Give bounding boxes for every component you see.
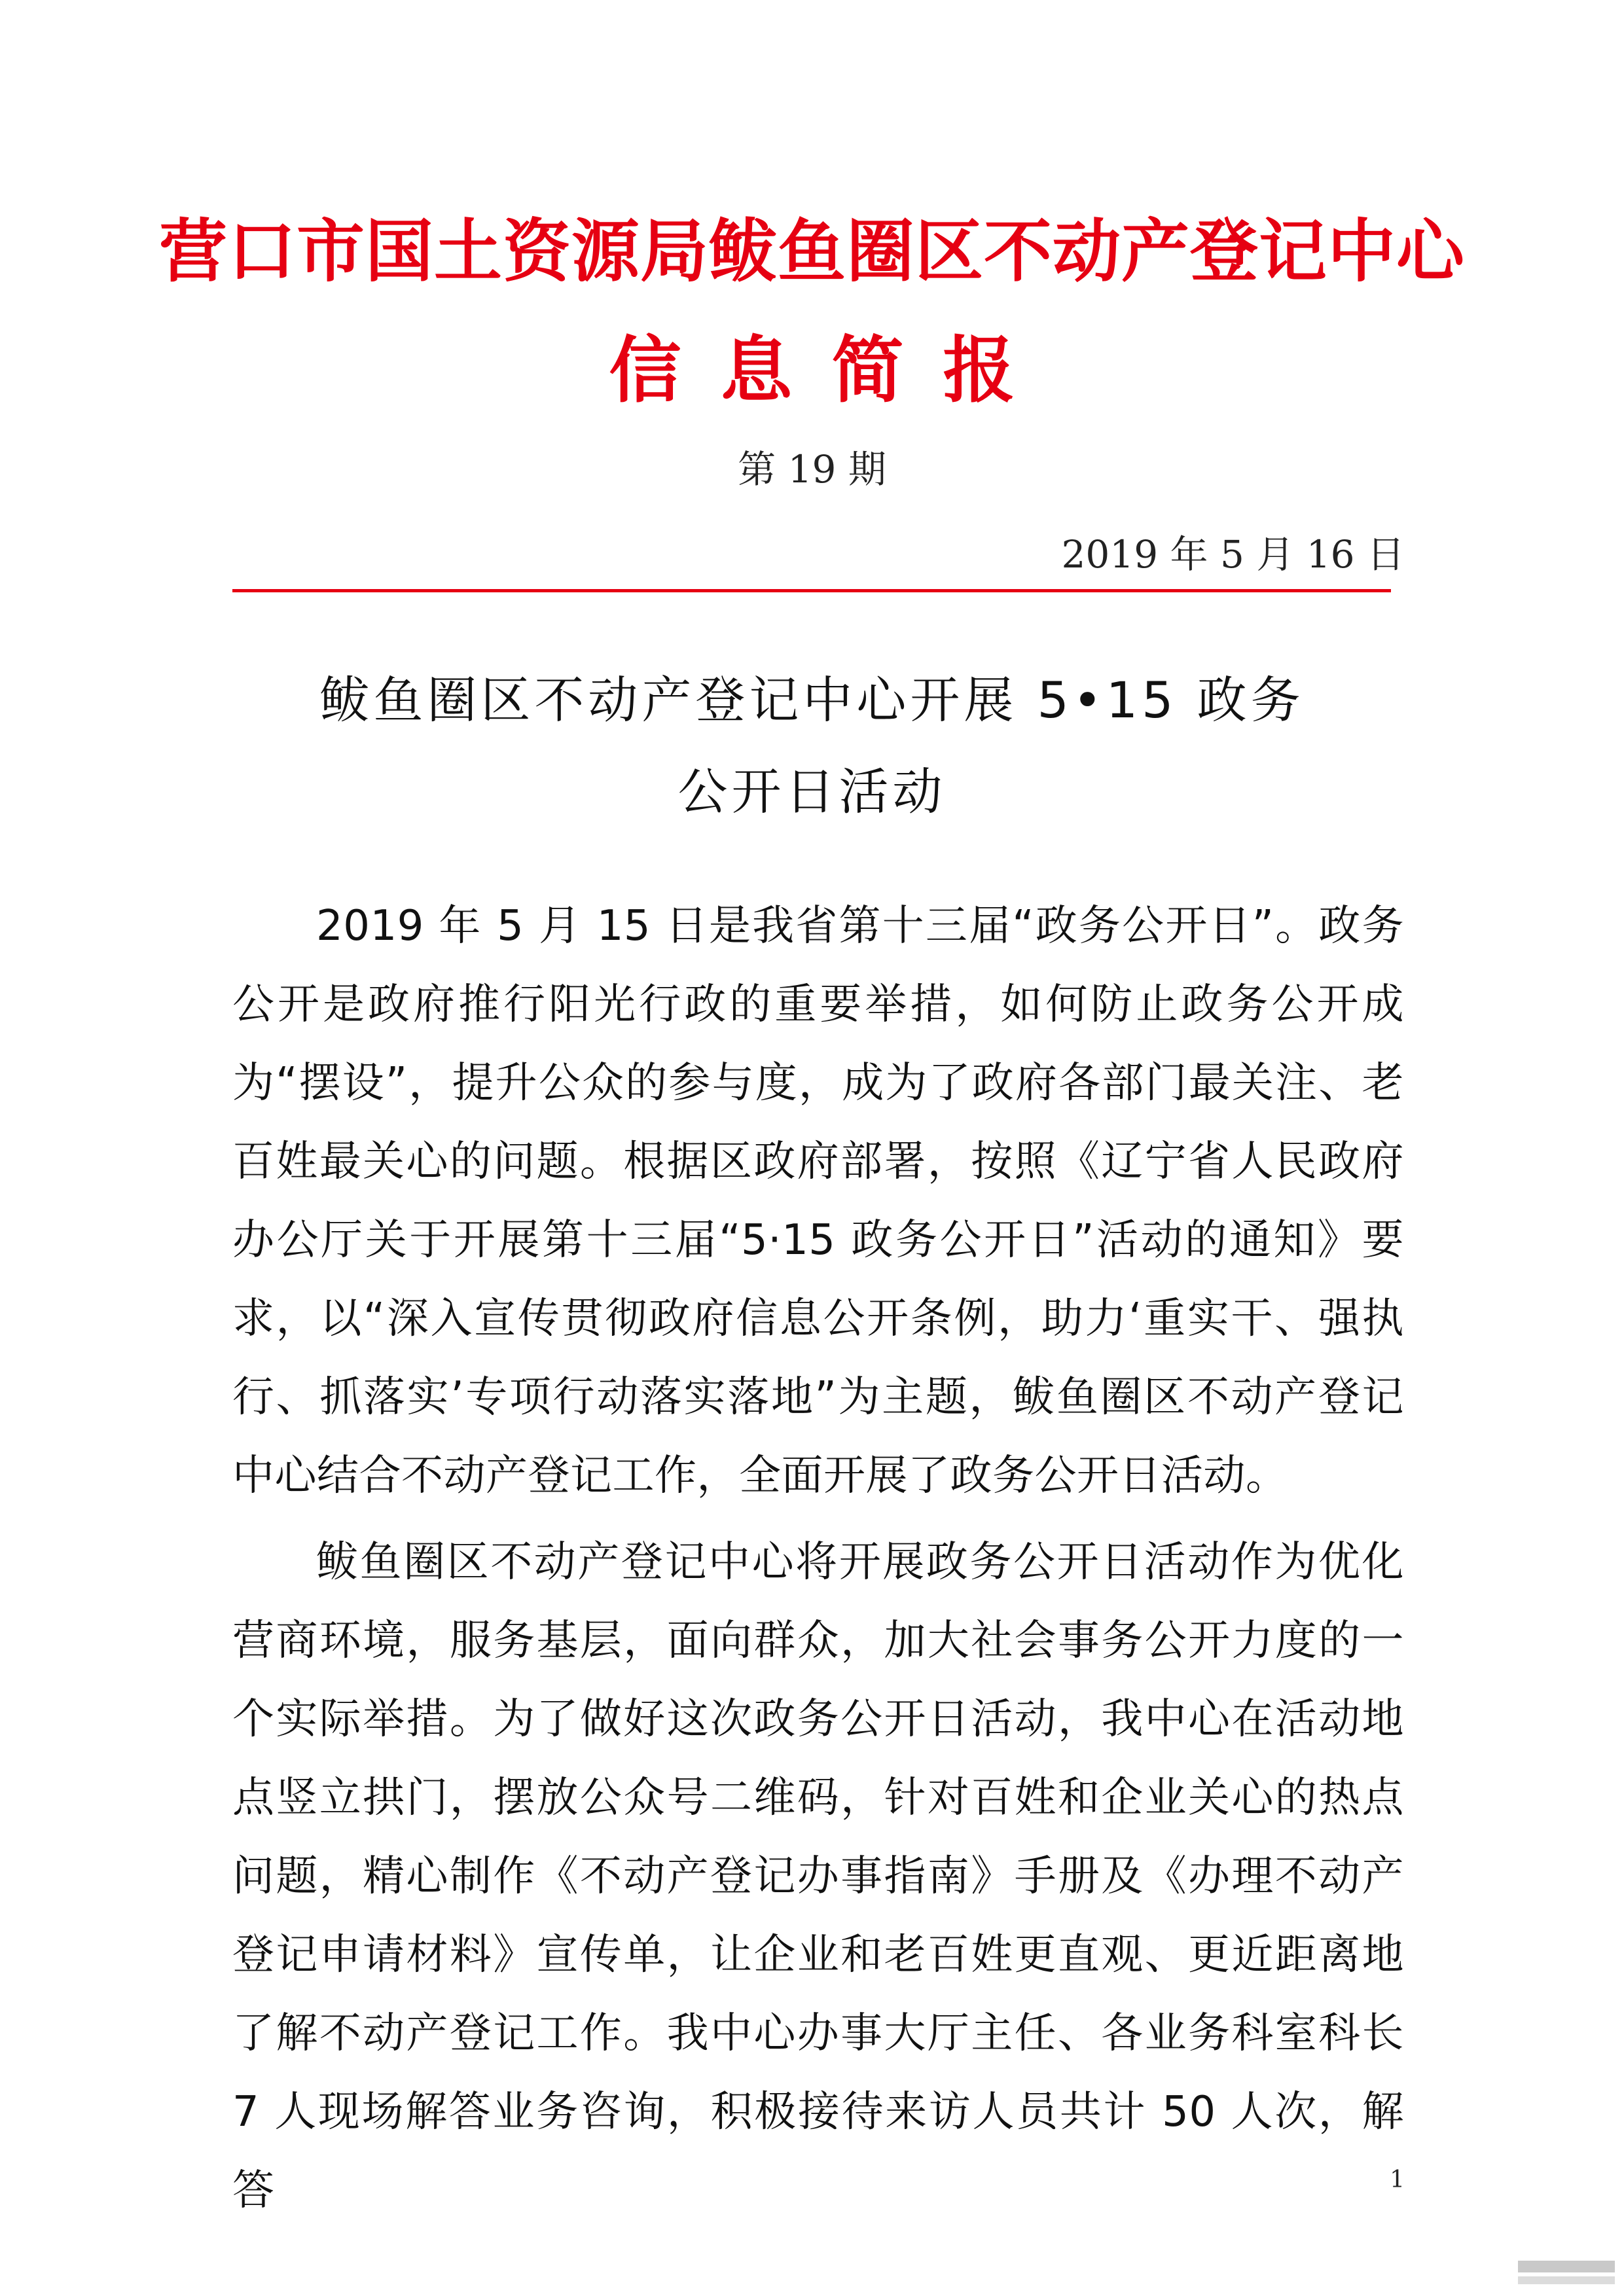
header-title: 营口市国土资源局鲅鱼圈区不动产登记中心 xyxy=(158,211,1465,291)
article-title-line-1: 鲅鱼圈区不动产登记中心开展 5•15 政务 xyxy=(319,671,1305,729)
page-number: 1 xyxy=(1390,2166,1405,2193)
article-body xyxy=(232,887,1404,2238)
header-subtitle: 信息简报 xyxy=(609,328,1055,412)
issue-number: 第 19 期 xyxy=(738,447,886,492)
article-title xyxy=(0,655,1624,838)
issue-date: 2019 年 5 月 16 日 xyxy=(1061,532,1405,577)
site-watermark-logo xyxy=(1514,2254,1619,2291)
header-divider xyxy=(232,589,1391,592)
paragraph: 2019 年 5 月 15 日是我省第十三届“政务公开日”。政务公开是政府推行阳光行政的重要举措，如何防止政务公开成为“摆设”，提升公众的参与度，成为了政府各部门最关注、老百姓最关心的问题。根据区政府部署，按照《辽宁省人民政府办公厅关于开展第十三届“5·15 政务公开日”活动的通知》要求，以“深入宣传贯彻政府信息公开条例，助力‘重实干、强执行、抓落实’专项行动落实落地”为主题，鲅鱼圈区不动产登记中心结合不动产登记工作，全面开展了政务公开日活动。 xyxy=(232,902,1404,1500)
article-title-line-2: 公开日活动 xyxy=(677,762,947,821)
paragraph: 鲅鱼圈区不动产登记中心将开展政务公开日活动作为优化营商环境，服务基层，面向群众，加大社会事务公开力度的一个实际举措。为了做好这次政务公开日活动，我中心在活动地点竖立拱门，摆放公众号二维码，针对百姓和企业关心的热点问题，精心制作《不动产登记办事指南》手册及《办理不动产登记申请材料》宣传单，让企业和老百姓更直观、更近距离地了解不动产登记工作。我中心办事大厅主任、各业务科室科长 7 人现场解答业务咨询，积极接待来访人员共计 50 人次，解答 xyxy=(232,1538,1404,2215)
